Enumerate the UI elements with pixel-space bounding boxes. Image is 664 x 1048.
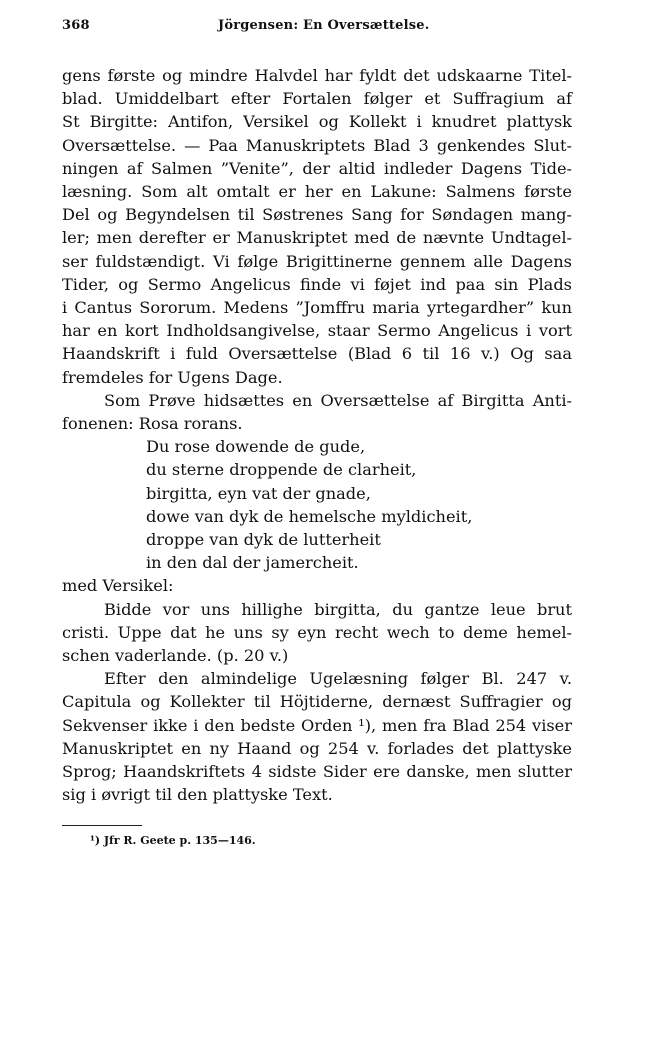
poem	[62, 435, 572, 574]
poem-line: dowe van dyk de hemelsche myldicheit,	[146, 506, 473, 526]
text-line: Manuskriptet en ny Haand og 254 v. forlades det plattyske	[62, 738, 572, 758]
poem-line: Du rose dowende de gude,	[146, 437, 366, 457]
page-number: 368	[62, 18, 90, 33]
paragraph-2	[62, 389, 572, 435]
paragraph-3	[62, 667, 572, 806]
footnote: ¹) Jfr R. Geete p. 135—146.	[90, 833, 256, 847]
text-line: Capitula og Kollekter til Höjtiderne, dernæst Suffragier og	[62, 692, 572, 712]
text-line: fonenen: Rosa rorans.	[62, 414, 243, 434]
text-line: St Birgitte: Antifon, Versikel og Kollekt i knudret plattysk	[62, 112, 572, 132]
body-text	[62, 64, 572, 807]
text-line: ser fuldstændigt. Vi følge Brigittinerne gennem alle Dagens	[62, 251, 572, 271]
text-line: sig i øvrigt til den plattyske Text.	[62, 785, 333, 805]
text-line: Tider, og Sermo Angelicus finde vi føjet ind paa sin Plads	[62, 274, 572, 294]
text-line: læsning. Som alt omtalt er her en Lakune: Salmens første	[62, 182, 572, 202]
text-line: fremdeles for Ugens Dage.	[62, 367, 283, 387]
text-line: har en kort Indholdsangivelse, staar Sermo Angelicus i vort	[62, 321, 572, 341]
text-line: Bidde vor uns hillighe birgitta, du gantze leue brut	[104, 599, 572, 619]
text-line: gens første og mindre Halvdel har fyldt det udskaarne Titel-	[62, 66, 572, 85]
page-header	[62, 18, 572, 40]
poem-line: droppe van dyk de lutterheit	[146, 530, 381, 550]
text-line: Oversættelse. — Paa Manuskriptets Blad 3 genkendes Slut-	[62, 135, 572, 155]
poem-line: in den dal der jamercheit.	[146, 553, 359, 573]
paragraph-1	[62, 64, 572, 389]
versikel-intro	[62, 574, 572, 597]
text-line: Haandskrift i fuld Oversættelse (Blad 6 til 16 v.) Og saa	[62, 344, 572, 364]
text-line: med Versikel:	[62, 576, 174, 596]
poem-line: du sterne droppende de clarheit,	[146, 460, 417, 480]
footnote-divider	[62, 825, 142, 826]
page	[62, 18, 572, 847]
text-line: Sekvenser ikke i den bedste Orden ¹), men fra Blad 254 viser	[62, 715, 572, 735]
text-line: blad. Umiddelbart efter Fortalen følger et Suffragium af	[62, 89, 572, 109]
text-line: Efter den almindelige Ugelæsning følger Bl. 247 v.	[104, 669, 572, 689]
text-line: ningen af Salmen ”Venite”, der altid indleder Dagens Tide-	[62, 158, 572, 178]
text-line: Sprog; Haandskriftets 4 sidste Sider ere danske, men slutter	[62, 762, 572, 782]
text-line: schen vaderlande. (p. 20 v.)	[62, 646, 289, 666]
text-line: cristi. Uppe dat he uns sy eyn recht wech to deme hemel-	[62, 622, 572, 642]
running-title: Jörgensen: En Oversættelse.	[218, 18, 430, 33]
versikel	[62, 598, 572, 668]
text-line: ler; men derefter er Manuskriptet med de nævnte Undtagel-	[62, 228, 572, 248]
text-line: Del og Begyndelsen til Søstrenes Sang for Søndagen mang-	[62, 205, 572, 225]
text-line: Som Prøve hidsættes en Oversættelse af Birgitta Anti-	[104, 390, 572, 410]
text-line: i Cantus Sororum. Medens ”Jomffru maria yrtegardher” kun	[62, 298, 572, 318]
poem-line: birgitta, eyn vat der gnade,	[146, 483, 371, 503]
